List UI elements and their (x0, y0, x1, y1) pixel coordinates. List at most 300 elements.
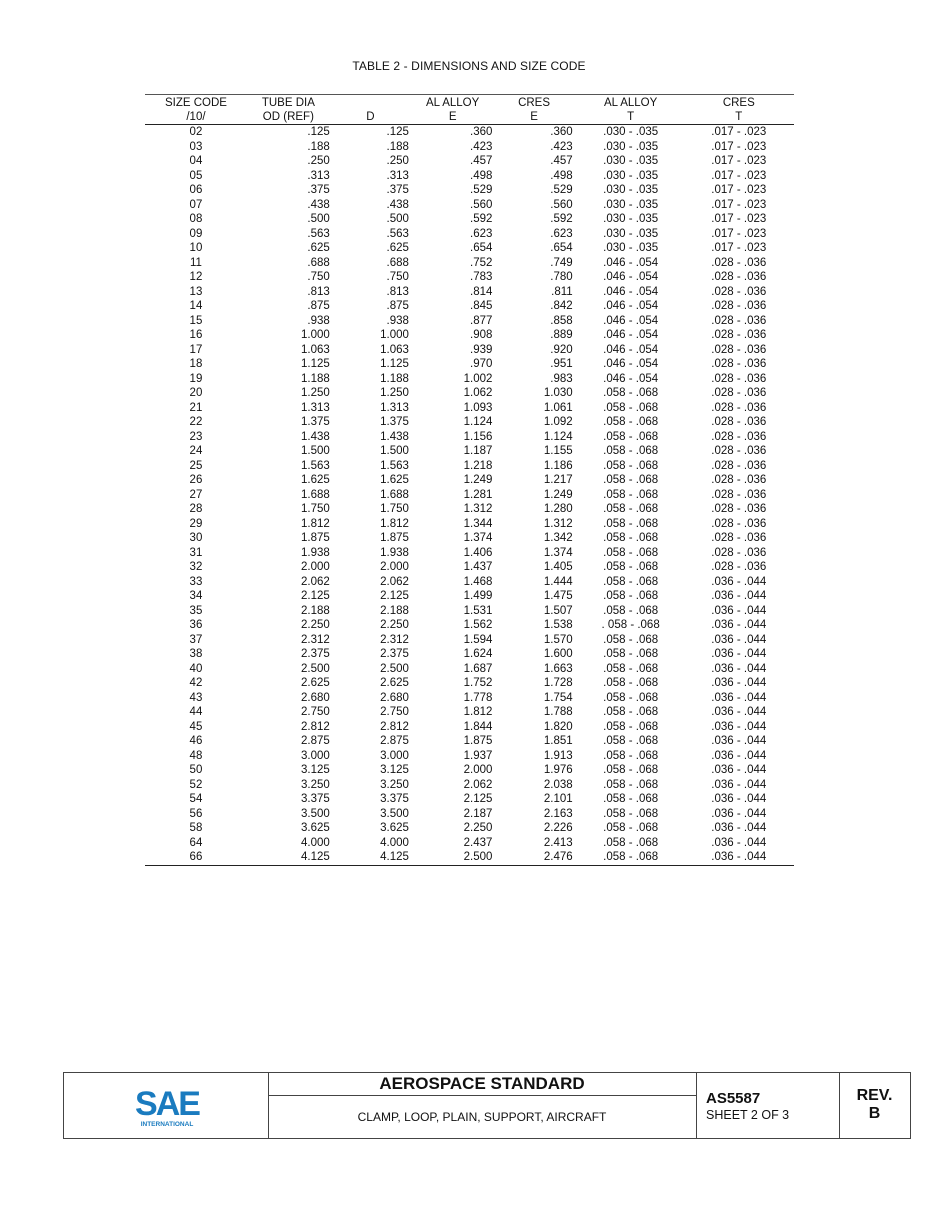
table-cell: .752 (470, 256, 493, 269)
table-cell: .983 (550, 372, 573, 385)
table-cell: 1.188 (380, 372, 409, 385)
document-number: AS5587 (706, 1090, 761, 1107)
table-cell: .058 - .068 (603, 445, 659, 458)
table-cell: .028 - .036 (711, 561, 767, 574)
table-cell: .028 - .036 (711, 546, 767, 559)
table-cell: .058 - .068 (603, 590, 659, 603)
table-cell: 1.913 (543, 749, 573, 762)
table-row (145, 589, 794, 604)
table-cell: 2.187 (463, 807, 493, 820)
table-cell: 37 (189, 633, 203, 646)
table-cell: 4.000 (301, 836, 330, 849)
table-cell: .028 - .036 (711, 430, 767, 443)
table-row (145, 691, 794, 706)
column-header: CRES (722, 96, 755, 109)
table-cell: .750 (307, 271, 330, 284)
title-block (63, 1072, 911, 1139)
table-cell: .030 - .035 (603, 227, 659, 240)
table-cell: 1.125 (301, 358, 330, 371)
table-cell: .375 (386, 184, 409, 197)
table-cell: 3.625 (380, 822, 409, 835)
table-cell: .046 - .054 (603, 285, 659, 298)
table-cell: .036 - .044 (711, 822, 767, 835)
table-cell: .030 - .035 (603, 213, 659, 226)
table-cell: .028 - .036 (711, 343, 767, 356)
table-cell: .036 - .044 (711, 764, 767, 777)
table-row (145, 763, 794, 778)
table-cell: 4.125 (332, 850, 413, 865)
table-cell: 2.476 (495, 850, 577, 865)
table-row (145, 430, 794, 445)
table-cell: 46 (189, 735, 203, 748)
table-cell: .017 - .023 (711, 242, 767, 255)
table-cell: 45 (189, 720, 203, 733)
table-cell: 1.938 (380, 546, 409, 559)
table-row (145, 212, 794, 227)
table-cell: .813 (307, 285, 330, 298)
table-cell: 1.475 (543, 590, 573, 603)
table-cell: 1.820 (543, 720, 573, 733)
table-cell: .623 (550, 227, 573, 240)
table-cell: 1.938 (301, 546, 330, 559)
table-cell: .017 - .023 (711, 140, 767, 153)
table-cell: 1.124 (463, 416, 493, 429)
table-cell: 1.249 (543, 488, 573, 501)
sae-logo-mark: SAE (135, 1085, 199, 1123)
table-cell: 2.500 (301, 662, 330, 675)
table-cell: 2.000 (301, 561, 330, 574)
table-cell: .058 - .068 (603, 416, 659, 429)
table-cell: 1.405 (543, 561, 573, 574)
column-header: TUBE DIA (261, 96, 315, 109)
table-cell: 1.812 (380, 517, 409, 530)
column-header (332, 95, 413, 111)
column-header: CRES (518, 96, 551, 109)
revision-value: B (868, 1105, 881, 1122)
table-header-row (145, 110, 794, 125)
table-cell: 3.250 (301, 778, 330, 791)
table-cell: .688 (386, 256, 409, 269)
table-cell: .058 - .068 (603, 387, 659, 400)
table-cell: 3.375 (380, 793, 409, 806)
table-cell: 1.000 (301, 329, 330, 342)
table-cell: 2.750 (380, 706, 409, 719)
table-cell: .058 - .068 (603, 532, 659, 545)
table-cell: 1.062 (463, 387, 493, 400)
table-cell: 50 (189, 764, 203, 777)
table-cell: .654 (550, 242, 573, 255)
table-cell: 29 (189, 517, 203, 530)
table-cell: .017 - .023 (711, 155, 767, 168)
table-cell: 1.600 (543, 648, 573, 661)
table-cell: 1.375 (301, 416, 330, 429)
title-cell (268, 1073, 697, 1138)
table-cell: .028 - .036 (711, 459, 767, 472)
table-cell: .030 - .035 (603, 126, 659, 139)
table-row (145, 836, 794, 851)
table-cell: 1.851 (543, 735, 573, 748)
table-cell: .058 - .068 (603, 807, 659, 820)
table-cell: 43 (189, 691, 203, 704)
table-cell: 1.406 (463, 546, 493, 559)
table-cell: 1.507 (543, 604, 573, 617)
table-row (145, 546, 794, 561)
table-cell: .028 - .036 (711, 401, 767, 414)
table-cell: 64 (189, 836, 203, 849)
table-cell: 3.000 (380, 749, 409, 762)
sae-logo-subtext: INTERNATIONAL (140, 1121, 194, 1128)
table-cell: 1.625 (380, 474, 409, 487)
table-cell: .560 (470, 198, 493, 211)
table-cell: 1.812 (463, 706, 493, 719)
table-cell: 2.437 (463, 836, 493, 849)
table-cell: .030 - .035 (603, 169, 659, 182)
table-row (145, 618, 794, 633)
table-cell: 1.312 (463, 503, 493, 516)
table-cell: 08 (189, 213, 203, 226)
table-cell: .036 - .044 (711, 648, 767, 661)
table-cell: .028 - .036 (711, 532, 767, 545)
table-cell: .058 - .068 (603, 648, 659, 661)
table-cell: 1.688 (301, 488, 330, 501)
table-cell: .058 - .068 (603, 677, 659, 690)
table-cell: 2.188 (301, 604, 330, 617)
table-row (145, 256, 794, 271)
table-cell: .058 - .068 (603, 793, 659, 806)
table-row (145, 169, 794, 184)
table-cell: 03 (189, 140, 203, 153)
table-cell: 1.754 (543, 691, 573, 704)
table-row (145, 604, 794, 619)
table-row (145, 734, 794, 749)
table-cell: 2.062 (380, 575, 409, 588)
table-cell: .058 - .068 (603, 604, 659, 617)
table-cell: 1.778 (463, 691, 493, 704)
revision-cell (839, 1073, 910, 1138)
table-row (145, 299, 794, 314)
table-cell: 21 (189, 401, 203, 414)
table-cell: 1.788 (543, 706, 573, 719)
table-cell: .058 - .068 (603, 546, 659, 559)
table-cell: 05 (189, 169, 203, 182)
table-row (145, 517, 794, 532)
table-cell: 54 (189, 793, 203, 806)
table-cell: .845 (470, 300, 493, 313)
table-cell: .250 (307, 155, 330, 168)
table-cell: 1.342 (543, 532, 573, 545)
table-cell: 1.187 (463, 445, 493, 458)
table-cell: 1.500 (380, 445, 409, 458)
table-row (145, 633, 794, 648)
table-row (145, 343, 794, 358)
table-cell: 2.125 (301, 590, 330, 603)
table-cell: 1.188 (301, 372, 330, 385)
table-cell: .563 (386, 227, 409, 240)
table-cell: .028 - .036 (711, 503, 767, 516)
table-cell: .028 - .036 (711, 517, 767, 530)
table-row (145, 488, 794, 503)
table-cell: 2.038 (543, 778, 573, 791)
table-row (145, 357, 794, 372)
table-cell: 26 (189, 474, 203, 487)
table-cell: 16 (189, 329, 203, 342)
table-cell: 2.226 (543, 822, 573, 835)
table-cell: 32 (189, 561, 203, 574)
table-cell: .058 - .068 (603, 401, 659, 414)
table-cell: 07 (189, 198, 203, 211)
table-cell: 2.250 (301, 619, 330, 632)
table-cell: .529 (550, 184, 573, 197)
table-row (145, 401, 794, 416)
table-cell: .046 - .054 (603, 343, 659, 356)
table-row (145, 328, 794, 343)
table-cell: 09 (189, 227, 203, 240)
table-cell: 1.061 (543, 401, 573, 414)
table-cell: 2.188 (380, 604, 409, 617)
table-row (145, 676, 794, 691)
sae-logo-graphic (134, 1085, 200, 1129)
table-cell: .046 - .054 (603, 300, 659, 313)
table-cell: .046 - .054 (603, 358, 659, 371)
table-cell: 31 (189, 546, 203, 559)
table-cell: .046 - .054 (603, 256, 659, 269)
table-cell: .500 (386, 213, 409, 226)
table-cell: .058 - .068 (603, 735, 659, 748)
table-cell: 1.500 (301, 445, 330, 458)
table-cell: 1.092 (543, 416, 573, 429)
table-cell: 1.563 (301, 459, 330, 472)
table-cell: .058 - .068 (603, 778, 659, 791)
table-cell: .498 (550, 169, 573, 182)
table-cell: .970 (470, 358, 493, 371)
table-cell: 1.663 (543, 662, 573, 675)
table-row (145, 372, 794, 387)
table-cell: 1.499 (463, 590, 493, 603)
table-cell: .036 - .044 (711, 793, 767, 806)
revision-label: REV. (856, 1087, 893, 1104)
table-cell: .028 - .036 (711, 474, 767, 487)
table-cell: .058 - .068 (603, 474, 659, 487)
table-cell: 30 (189, 532, 203, 545)
table-cell: .028 - .036 (711, 387, 767, 400)
table-cell: 1.374 (543, 546, 573, 559)
table-cell: 19 (189, 372, 203, 385)
table-cell: 4.125 (247, 850, 332, 865)
table-cell: 2.125 (380, 590, 409, 603)
table-cell: .623 (470, 227, 493, 240)
table-cell: .036 - .044 (711, 836, 767, 849)
table-row (145, 749, 794, 764)
table-cell: .017 - .023 (711, 169, 767, 182)
table-cell: .875 (307, 300, 330, 313)
table-cell: .889 (550, 329, 573, 342)
table-cell: .036 - .044 (711, 662, 767, 675)
table-cell: 1.156 (463, 430, 493, 443)
table-cell: .313 (307, 169, 330, 182)
sae-logo (134, 1085, 200, 1134)
table-cell: 1.313 (301, 401, 330, 414)
table-row (145, 270, 794, 285)
table-cell: .814 (470, 285, 493, 298)
table-cell: .625 (386, 242, 409, 255)
table-cell: 42 (189, 677, 203, 690)
table-cell: 2.125 (463, 793, 493, 806)
table-cell: .058 - .068 (603, 749, 659, 762)
table-cell: 2.000 (380, 561, 409, 574)
table-cell: 1.937 (463, 749, 493, 762)
table-cell: 35 (189, 604, 203, 617)
table-cell: .058 - .068 (603, 503, 659, 516)
table-cell: . 058 - .068 (601, 619, 660, 632)
table-cell: 1.375 (380, 416, 409, 429)
table-cell: 06 (189, 184, 203, 197)
table-cell: 02 (189, 126, 203, 139)
table-cell: .875 (386, 300, 409, 313)
column-header: T (578, 110, 684, 125)
table-cell: .046 - .054 (603, 329, 659, 342)
table-cell: .017 - .023 (711, 126, 767, 139)
table-cell: 12 (189, 271, 203, 284)
table-row (145, 850, 794, 865)
table-cell: 66 (145, 850, 247, 865)
table-cell: 56 (189, 807, 203, 820)
table-cell: 11 (189, 256, 202, 269)
table-row (145, 285, 794, 300)
table-header-row (145, 95, 794, 111)
table-cell: .028 - .036 (711, 416, 767, 429)
table-cell: 58 (189, 822, 203, 835)
table-cell: 1.063 (380, 343, 409, 356)
table-row (145, 531, 794, 546)
column-header: D (332, 110, 413, 125)
table-cell: 1.280 (543, 503, 573, 516)
table-cell: 24 (189, 445, 203, 458)
table-cell: 34 (189, 590, 203, 603)
table-cell: 1.444 (543, 575, 573, 588)
table-cell: 22 (189, 416, 203, 429)
table-cell: .058 - .068 (603, 488, 659, 501)
table-cell: 1.438 (380, 430, 409, 443)
table-cell: .592 (550, 213, 573, 226)
table-cell: 2.062 (463, 778, 493, 791)
table-cell: 15 (189, 314, 203, 327)
table-cell: 1.344 (463, 517, 493, 530)
table-row (145, 647, 794, 662)
table-cell: .560 (550, 198, 573, 211)
table-cell: .036 - .044 (711, 619, 767, 632)
table-cell: .028 - .036 (711, 372, 767, 385)
table-cell: 2.163 (543, 807, 573, 820)
table-cell: 1.000 (380, 329, 409, 342)
table-cell: .783 (470, 271, 493, 284)
table-cell: .498 (470, 169, 493, 182)
table-cell: .313 (386, 169, 409, 182)
table-row (145, 560, 794, 575)
table-cell: .951 (550, 358, 573, 371)
table-cell: 10 (189, 242, 203, 255)
table-cell: .529 (470, 184, 493, 197)
table-cell: 1.538 (543, 619, 573, 632)
table-cell: .058 - .068 (603, 706, 659, 719)
table-cell: .058 - .068 (603, 691, 659, 704)
table-cell: 1.063 (301, 343, 330, 356)
table-cell: 3.375 (301, 793, 330, 806)
table-cell: 1.594 (463, 633, 493, 646)
table-cell: 1.570 (543, 633, 573, 646)
table-row (145, 241, 794, 256)
table-cell: 23 (189, 430, 203, 443)
table-cell: 1.875 (463, 735, 493, 748)
table-cell: .423 (470, 140, 493, 153)
column-header: SIZE CODE (164, 96, 227, 109)
table-cell: 1.468 (463, 575, 493, 588)
table-cell: 1.250 (301, 387, 330, 400)
table-cell: .920 (550, 343, 573, 356)
table-cell: .030 - .035 (603, 184, 659, 197)
table-cell: .036 - .044 (711, 720, 767, 733)
table-cell: 1.688 (380, 488, 409, 501)
table-cell: 52 (189, 778, 203, 791)
table-cell: .780 (550, 271, 573, 284)
table-cell: 1.124 (543, 430, 573, 443)
table-row (145, 125, 794, 140)
table-cell: .438 (386, 198, 409, 211)
table-cell: .813 (386, 285, 409, 298)
table-cell: 3.125 (380, 764, 409, 777)
table-cell: .028 - .036 (711, 358, 767, 371)
table-cell: 1.002 (463, 372, 493, 385)
table-row (145, 227, 794, 242)
table-cell: 1.976 (543, 764, 573, 777)
table-cell: 44 (189, 706, 203, 719)
table-cell: .750 (386, 271, 409, 284)
table-cell: .036 - .044 (711, 691, 767, 704)
table-cell: .058 - .068 (603, 459, 659, 472)
table-row (145, 807, 794, 822)
table-cell: .036 - .044 (711, 735, 767, 748)
table-cell: .030 - .035 (603, 140, 659, 153)
table-cell: .028 - .036 (711, 256, 767, 269)
table-title: TABLE 2 - DIMENSIONS AND SIZE CODE (352, 59, 586, 73)
table-cell: 38 (189, 648, 203, 661)
table-cell: 1.281 (463, 488, 493, 501)
table-cell: .028 - .036 (711, 314, 767, 327)
table-cell: .030 - .035 (603, 155, 659, 168)
table-cell: 3.500 (301, 807, 330, 820)
table-cell: 1.249 (463, 474, 493, 487)
table-row (145, 575, 794, 590)
table-row (145, 415, 794, 430)
table-row (145, 720, 794, 735)
table-cell: .688 (307, 256, 330, 269)
table-cell: .058 - .068 (603, 561, 659, 574)
table-cell: .811 (551, 285, 573, 298)
table-cell: .188 (307, 140, 330, 153)
table-cell: .046 - .054 (603, 271, 659, 284)
table-cell: .563 (307, 227, 330, 240)
table-cell: 1.625 (301, 474, 330, 487)
table-cell: .028 - .036 (711, 329, 767, 342)
table-cell: 1.563 (380, 459, 409, 472)
table-cell: .030 - .035 (603, 242, 659, 255)
table-cell: 1.728 (543, 677, 573, 690)
table-cell: .036 - .044 (711, 590, 767, 603)
table-cell: 2.680 (301, 691, 330, 704)
table-cell: 2.413 (543, 836, 573, 849)
table-cell: .046 - .054 (603, 314, 659, 327)
table-cell: .125 (307, 126, 330, 139)
table-cell: .028 - .036 (711, 488, 767, 501)
